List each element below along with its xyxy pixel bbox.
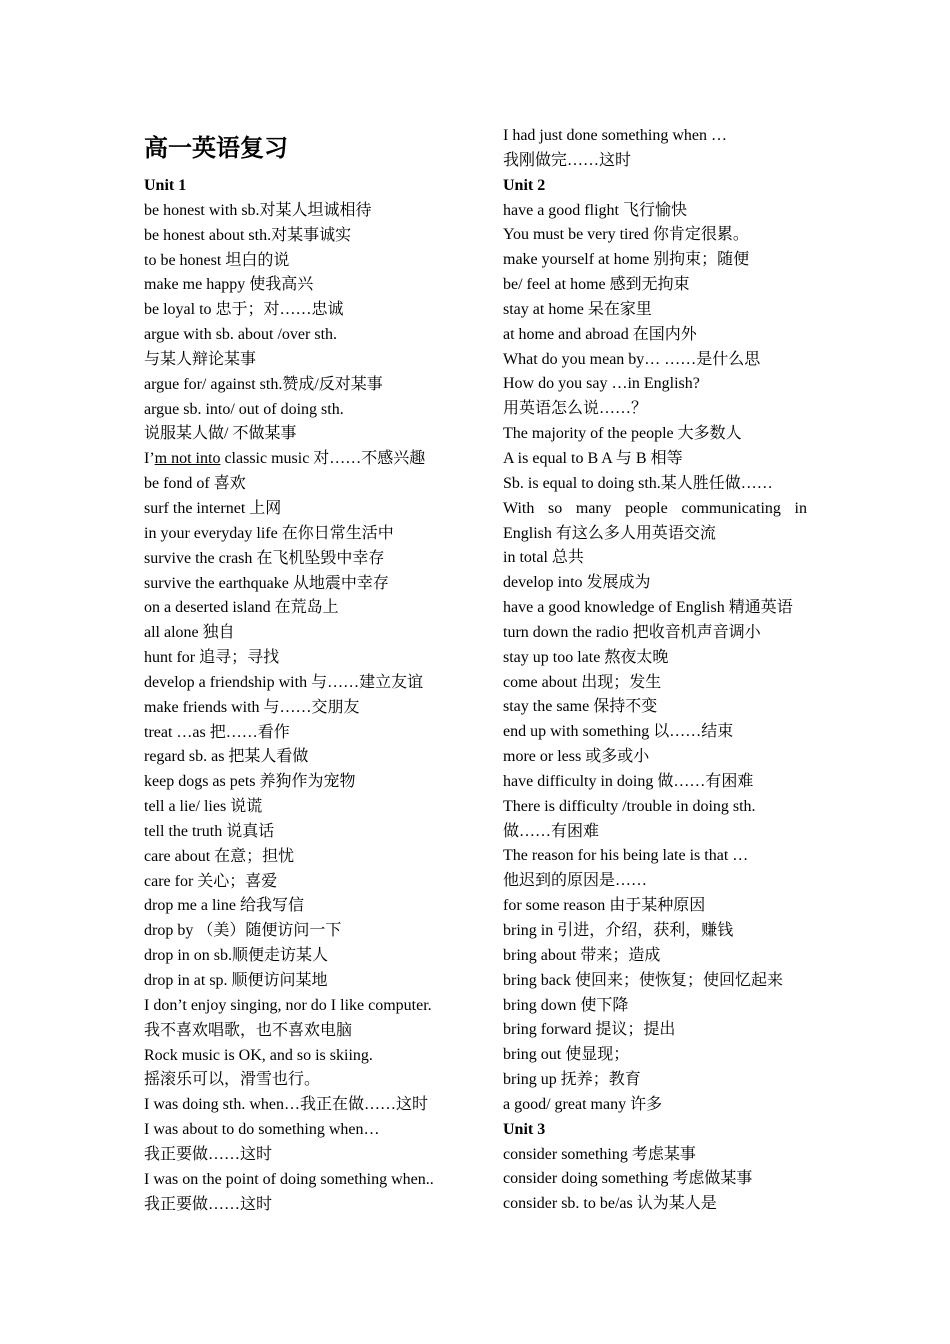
phrase-line: bring down 使下降 xyxy=(503,996,629,1014)
phrase-line: 做……有困难 xyxy=(503,822,600,840)
phrase-line: to be honest 坦白的说 xyxy=(144,251,290,269)
phrase-line: 他迟到的原因是…… xyxy=(503,872,648,890)
phrase-line: drop me a line 给我写信 xyxy=(144,897,304,915)
phrase-line: bring up 抚养；教育 xyxy=(503,1071,641,1089)
phrase-line: I had just done something when … xyxy=(503,127,727,144)
phrase-line: bring in 引进，介绍，获利，赚钱 xyxy=(503,922,734,939)
phrase-line: 摇滚乐可以，滑雪也行。 xyxy=(144,1071,321,1089)
phrase-line: keep dogs as pets 养狗作为宠物 xyxy=(144,773,356,791)
phrase-line: make me happy 使我高兴 xyxy=(144,276,314,294)
phrase-line: surf the internet 上网 xyxy=(144,499,282,517)
phrase-line: drop in on sb.顺便走访某人 xyxy=(144,947,329,965)
phrase-line: have a good flight 飞行愉快 xyxy=(503,201,687,219)
phrase-line: I’m not into classic music 对……不感兴趣 xyxy=(144,450,426,468)
phrase-line: 我刚做完……这时 xyxy=(503,151,632,169)
phrase-line: The reason for his being late is that … xyxy=(503,847,749,865)
underlined-phrase: m not into xyxy=(154,450,221,468)
phrase-line: The majority of the people 大多数人 xyxy=(503,425,742,443)
phrase-line: Rock music is OK, and so is skiing. xyxy=(144,1046,373,1064)
phrase-line: a good/ great many 许多 xyxy=(503,1095,663,1113)
phrase-line: I don’t enjoy singing, nor do I like computer. xyxy=(144,996,432,1014)
phrase-line: Sb. is equal to doing sth.某人胜任做…… xyxy=(503,474,773,492)
phrase-line: care about 在意；担忧 xyxy=(144,847,295,865)
phrase-line: bring out 使显现； xyxy=(503,1046,630,1064)
phrase-line: be honest with sb.对某人坦诚相待 xyxy=(144,201,372,219)
phrase-line: 我正要做……这时 xyxy=(144,1145,273,1163)
phrase-line: more or less 或多或小 xyxy=(503,748,650,766)
phrase-line: argue with sb. about /over sth. xyxy=(144,326,338,344)
phrase-line: 我正要做……这时 xyxy=(144,1195,273,1213)
phrase-line: bring forward 提议；提出 xyxy=(503,1021,676,1039)
phrase-line: bring about 带来；造成 xyxy=(503,946,661,964)
unit-heading: Unit 1 xyxy=(144,177,187,194)
unit-heading: Unit 3 xyxy=(503,1120,546,1138)
phrase-line: at home and abroad 在国内外 xyxy=(503,325,697,343)
phrase-line: develop a friendship with 与……建立友谊 xyxy=(144,673,424,691)
phrase-line: be loyal to 忠于；对……忠诚 xyxy=(144,301,344,319)
phrase-line: have difficulty in doing 做……有困难 xyxy=(503,772,754,790)
phrase-line: argue sb. into/ out of doing sth. xyxy=(144,400,344,418)
phrase-line: 我不喜欢唱歌，也不喜欢电脑 xyxy=(144,1021,353,1039)
phrase-line: be/ feel at home 感到无拘束 xyxy=(503,276,690,294)
phrase-line: argue for/ against sth.赞成/反对某事 xyxy=(144,375,383,393)
phrase-line: 说服某人做/ 不做某事 xyxy=(144,425,297,443)
phrase-line: tell the truth 说真话 xyxy=(144,822,275,840)
phrase-line: A is equal to B A 与 B 相等 xyxy=(503,449,683,467)
phrase-line: You must be very tired 你肯定很累。 xyxy=(503,226,749,244)
phrase-line: make yourself at home 别拘束；随便 xyxy=(503,251,750,269)
phrase-line: With so many people communicating in xyxy=(503,499,807,517)
phrase-line: be fond of 喜欢 xyxy=(144,475,246,493)
phrase-line: end up with something 以……结束 xyxy=(503,723,734,741)
unit-heading: Unit 2 xyxy=(503,176,546,194)
phrase-line: survive the crash 在飞机坠毁中幸存 xyxy=(144,549,385,567)
phrase-line: have a good knowledge of English 精通英语 xyxy=(503,599,793,617)
phrase-line: survive the earthquake 从地震中幸存 xyxy=(144,574,389,592)
phrase-line: I was about to do something when… xyxy=(144,1121,380,1139)
phrase-line: be honest about sth.对某事诚实 xyxy=(144,226,352,244)
phrase-line: bring back 使回来；使恢复；使回忆起来 xyxy=(503,971,783,989)
phrase-line: 与某人辩论某事 xyxy=(144,350,257,368)
phrase-line: come about 出现；发生 xyxy=(503,673,662,691)
phrase-line: There is difficulty /trouble in doing sth. xyxy=(503,797,756,815)
phrase-line: hunt for 追寻；寻找 xyxy=(144,649,280,667)
phrase-line: for some reason 由于某种原因 xyxy=(503,897,706,915)
phrase-line: consider something 考虑某事 xyxy=(503,1145,696,1163)
phrase-line: develop into 发展成为 xyxy=(503,574,651,592)
phrase-line: English 有这么多人用英语交流 xyxy=(503,524,716,542)
phrase-line: tell a lie/ lies 说谎 xyxy=(144,798,263,816)
phrase-line: regard sb. as 把某人看做 xyxy=(144,748,309,766)
phrase-line: turn down the radio 把收音机声音调小 xyxy=(503,623,761,641)
phrase-line: How do you say …in English? xyxy=(503,375,700,393)
phrase-line: care for 关心；喜爱 xyxy=(144,872,278,890)
phrase-line: drop in at sp. 顺便访问某地 xyxy=(144,972,328,989)
phrase-line: in total 总共 xyxy=(503,549,584,567)
phrase-line: all alone 独自 xyxy=(144,624,235,642)
phrase-line: stay the same 保持不变 xyxy=(503,698,658,716)
phrase-line: in your everyday life 在你日常生活中 xyxy=(144,524,394,542)
phrase-line: consider doing something 考虑做某事 xyxy=(503,1170,753,1188)
phrase-line: stay at home 呆在家里 xyxy=(503,300,652,318)
phrase-line: drop by （美）随便访问一下 xyxy=(144,922,342,940)
left-phrase-list xyxy=(144,174,454,1217)
phrase-line: consider sb. to be/as 认为某人是 xyxy=(503,1195,717,1213)
phrase-line: 用英语怎么说……？ xyxy=(503,400,648,418)
phrase-line: stay up too late 熬夜太晚 xyxy=(503,648,669,666)
phrase-line: make friends with 与……交朋友 xyxy=(144,698,360,716)
phrase-line: treat …as 把……看作 xyxy=(144,723,290,741)
phrase-line: What do you mean by… ……是什么思 xyxy=(503,350,761,368)
phrase-line: I was on the point of doing something when.. xyxy=(144,1170,434,1188)
phrase-line: on a deserted island 在荒岛上 xyxy=(144,599,339,617)
page-title: 高一英语复习 xyxy=(144,136,288,162)
phrase-line: I was doing sth. when…我正在做……这时 xyxy=(144,1096,428,1114)
right-phrase-list xyxy=(503,124,807,1217)
